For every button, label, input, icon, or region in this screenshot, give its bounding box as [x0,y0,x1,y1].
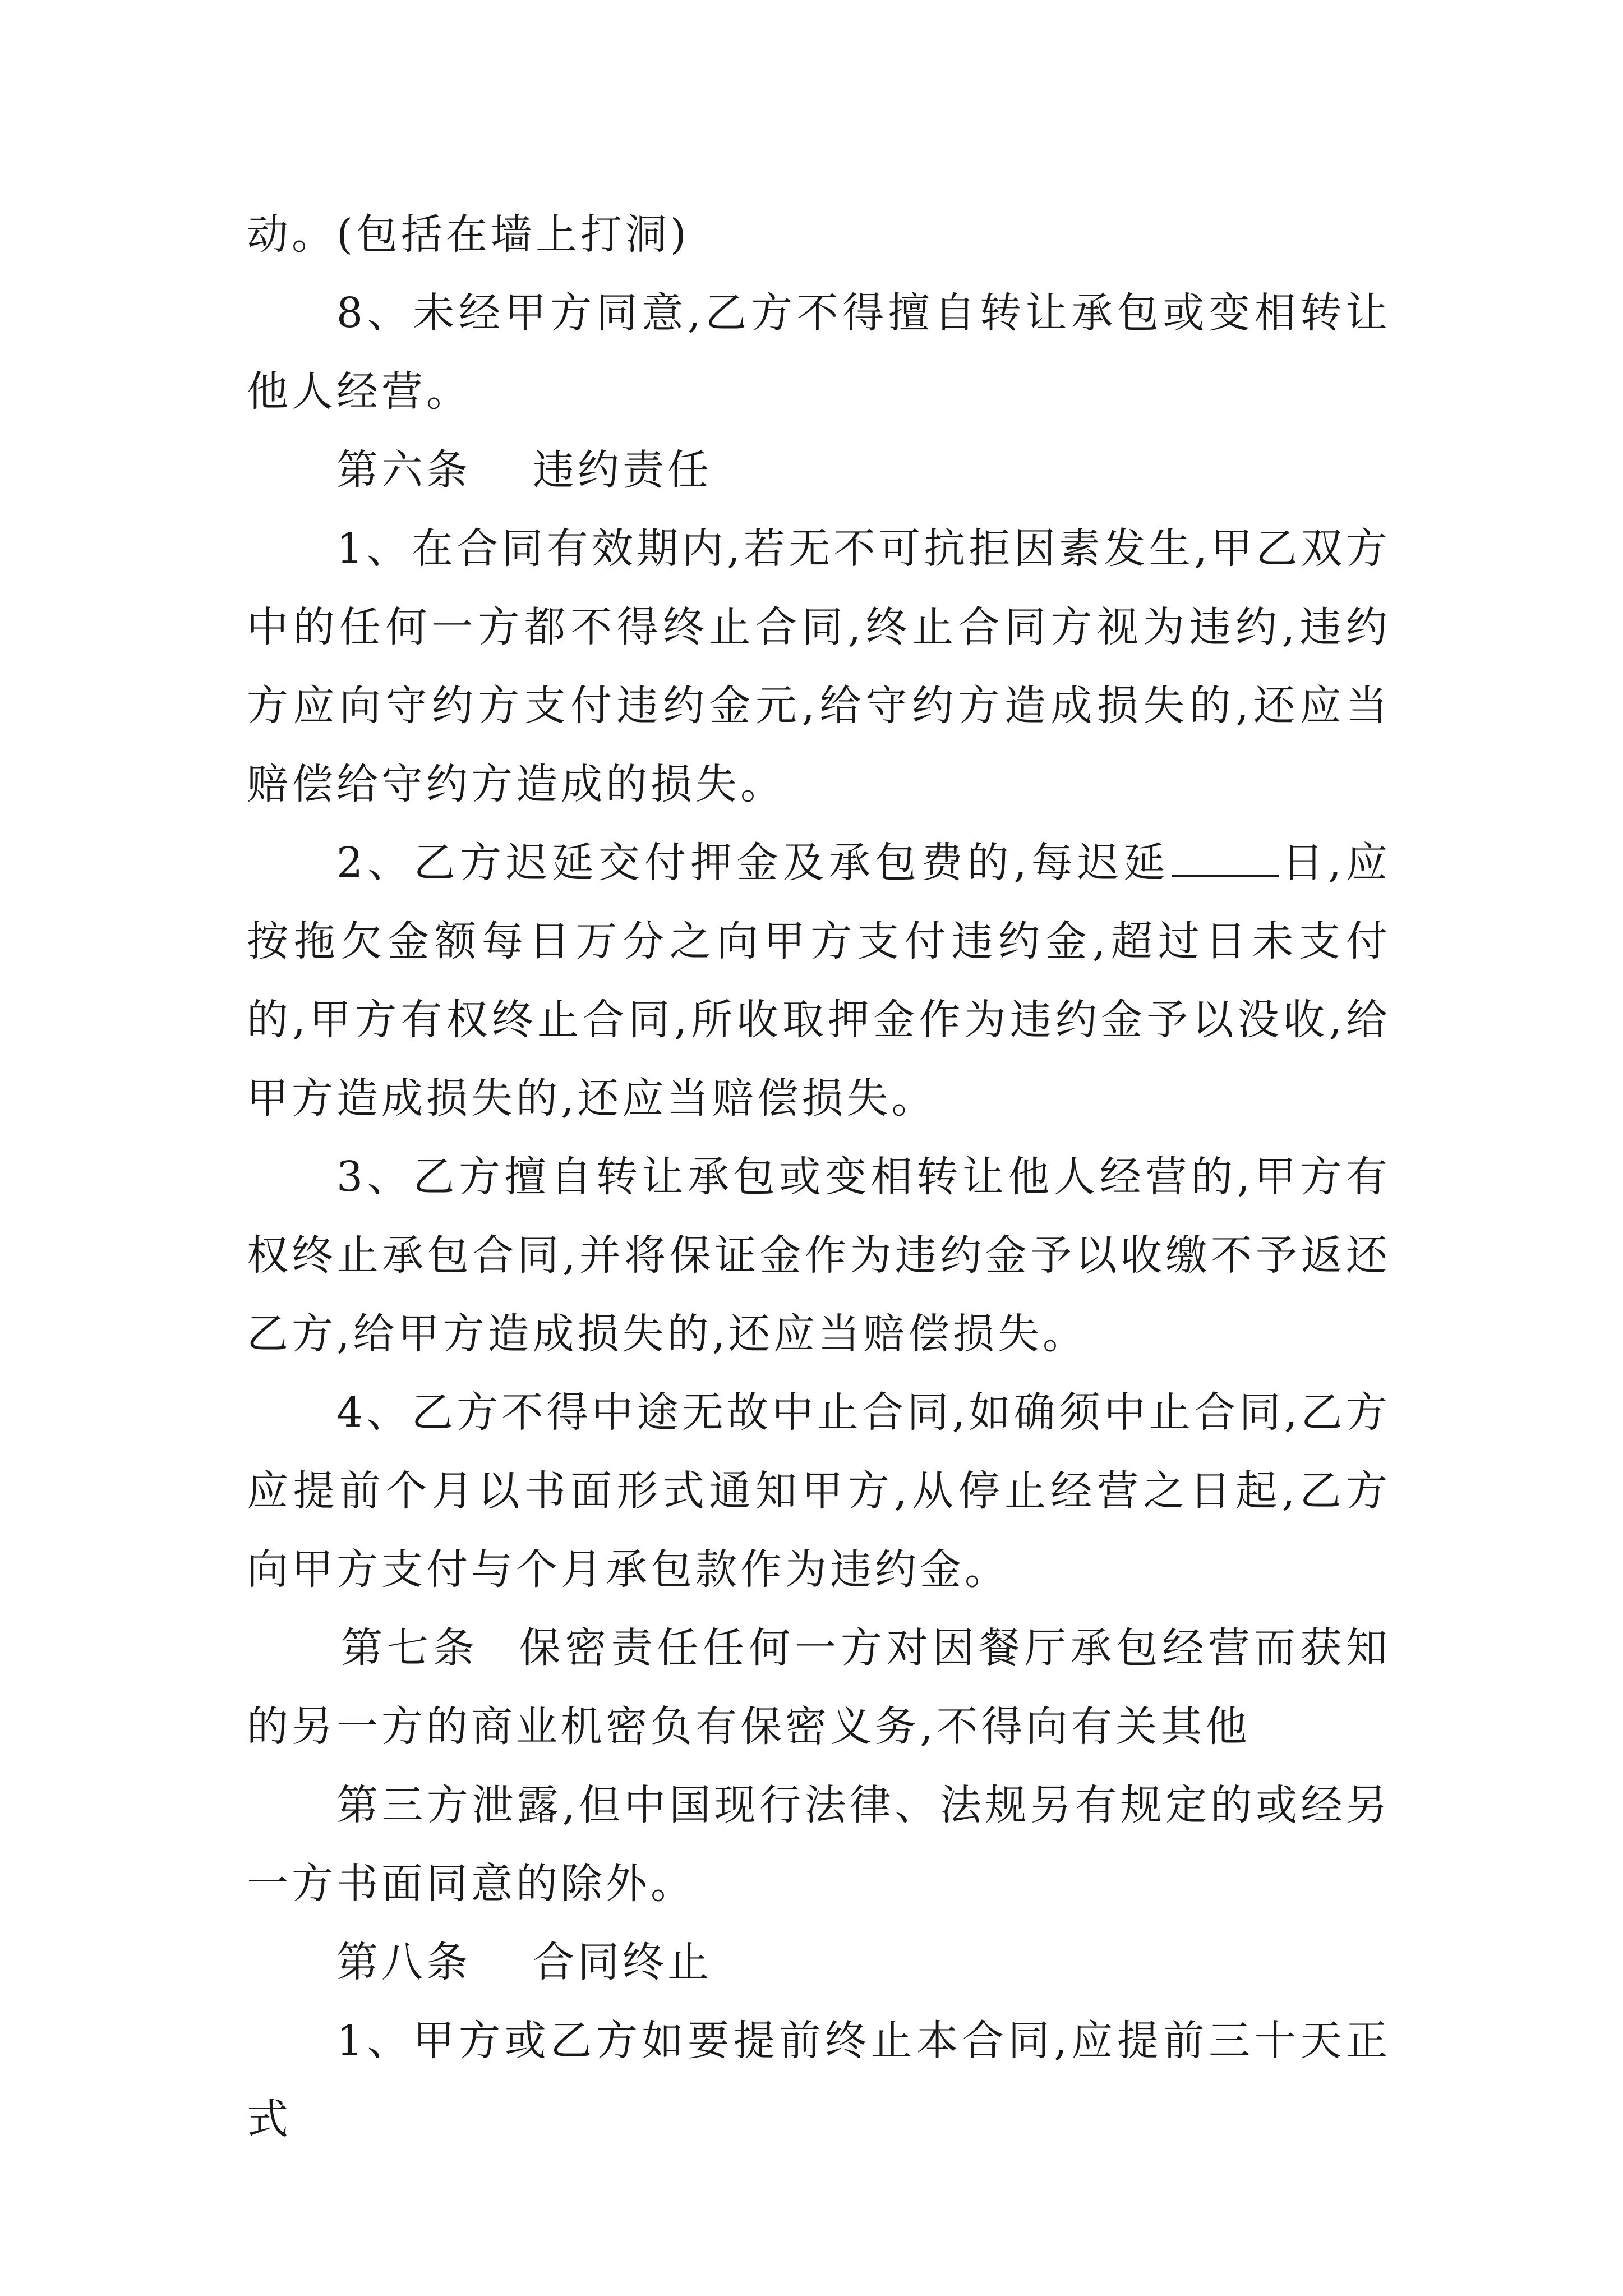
paragraph-continuation: 动。(包括在墙上打洞) [247,210,690,259]
paragraph-breach-4: 4、乙方不得中途无故中止合同,如确须中止合同,乙方应提前个月以书面形式通知甲方,从停止经营之日起,乙方向甲方支付与个月承包款作为违约金。 [247,1388,1391,1594]
paragraph-confidentiality-continued: 第三方泄露,但中国现行法律、法规另有规定的或经另一方书面同意的除外。 [247,1781,1391,1908]
paragraph-breach-3: 3、乙方擅自转让承包或变相转让他人经营的,甲方有权终止承包合同,并将保证金作为违约金予以收缴不予返还乙方,给甲方造成损失的,还应当赔偿损失。 [247,1153,1391,1358]
paragraph-termination-1: 1、甲方或乙方如要提前终止本合同,应提前三十天正式 [247,2017,1391,2143]
paragraph-breach-2 [247,823,1391,1138]
article-6-number: 第六条 [336,446,471,494]
article-7-paragraph [247,1609,1391,1766]
breach-2-text-before: 2、乙方迟延交付押金及承包费的,每迟延 [336,839,1170,887]
article-7-text: 保密责任任何一方对因餐厅承包经营而获知的另一方的商业机密负有保密义务,不得向有关其他 [247,1624,1391,1751]
article-8-title: 合同终止 [533,1938,712,1986]
breach-2-text-after: 日,应按拖欠金额每日万分之向甲方支付违约金,超过日未支付的,甲方有权终止合同,所收取押金作为违约金予以没收,给甲方造成损失的,还应当赔偿损失。 [247,839,1391,1122]
article-8-number: 第八条 [336,1938,471,1986]
document-body [247,195,1391,2159]
fill-in-blank [1172,841,1279,877]
article-6-title: 违约责任 [533,446,712,494]
article-6-heading [247,431,1391,509]
paragraph-clause-8: 8、未经甲方同意,乙方不得擅自转让承包或变相转让他人经营。 [247,289,1391,416]
article-7-number: 第七条 [341,1624,479,1672]
article-8-heading [247,1923,1391,2001]
paragraph-breach-1: 1、在合同有效期内,若无不可抗拒因素发生,甲乙双方中的任何一方都不得终止合同,终止合同方视为违约,违约方应向守约方支付违约金元,给守约方造成损失的,还应当赔偿给守约方造成的损失。 [247,524,1391,808]
